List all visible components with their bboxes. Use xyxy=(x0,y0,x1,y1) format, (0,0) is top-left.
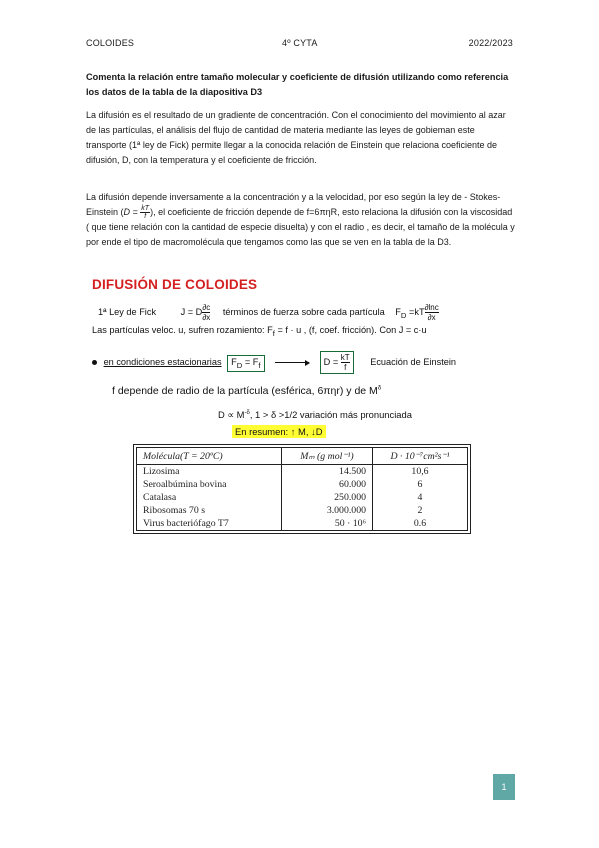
molecule-table xyxy=(136,447,468,531)
formula-numerator: kT xyxy=(141,205,150,213)
fick-den: ∂x xyxy=(202,313,211,322)
bullet-icon xyxy=(92,360,97,365)
fick-label: 1ª Ley de Fick xyxy=(98,306,157,317)
stationary-text: en condiciones estacionarias xyxy=(103,356,222,367)
formula-denominator: f xyxy=(144,213,147,221)
paragraph2-text-b: ), el coeficiente de fricción depende de f=6πηR, esto relaciona la difusión con la viscosidad ( que tiene relación con la cantidad de especie disuelta) y con el radio , es decir, el tamaño de la molécula y por ende el tipo de macromolécula que tengamos como las que se ven en la tabla de la D3. xyxy=(86,207,515,248)
fd-den: ∂x xyxy=(427,313,436,322)
formula-lhs: D = xyxy=(123,207,141,217)
arrow-right-icon xyxy=(275,362,309,363)
header-group: 4º CYTA xyxy=(282,38,318,48)
summary-line xyxy=(232,426,326,437)
table-row: Lizosima 14.500 10,6 xyxy=(143,466,429,477)
header-year: 2022/2023 xyxy=(468,38,513,48)
einstein-label: Ecuación de Einstein xyxy=(370,356,457,367)
fick-lhs: J = D xyxy=(180,306,203,317)
particles-line xyxy=(92,325,427,338)
col-molar-mass: Mₘ (g mol⁻¹) xyxy=(282,448,373,465)
fd-lhs: F xyxy=(395,306,401,317)
paragraph-stokes-einstein xyxy=(86,190,516,250)
fd-num: ∂lnc xyxy=(424,303,439,312)
formula-fraction xyxy=(140,205,150,220)
paragraph-diffusion: La difusión es el resultado de un gradiente de concentración. Con el conocimiento del movimiento al azar de las partículas, el análisis del flujo de cantidad de materia mediante las leyes de gobieman este transporte (1ª ley de Fick) permite llegar a la conocida relación de Einstein que relaciona coeficiente de difusión, D, con la temperatura y el coeficiente de fricción. xyxy=(86,110,506,165)
table-row: Virus bacteriófago T7 50 · 10⁶ 0.6 xyxy=(143,518,427,529)
col-molecule: Molécula(T = 20ºC) xyxy=(137,448,282,465)
proportionality-line: $D \propto M^{-\delta}$, 1 > δ >1/2 variación más pronunciada xyxy=(218,409,412,420)
table-row: Catalasa 250.000 4 xyxy=(143,492,423,503)
equilibrium-box: $F_D = F_f$ xyxy=(227,355,264,372)
col-diffusion: D · 10⁻⁷cm²s⁻¹ xyxy=(373,448,468,465)
paragraph2-text-a: La difusión depende inversamente a la concentración y a la velocidad, por eso según la ley de - Stokes-Einstein ( xyxy=(86,192,501,217)
friction-sub: f xyxy=(272,328,275,338)
fick-num: ∂c xyxy=(202,303,211,312)
summary-highlight: En resumen: ↑ M, ↓D xyxy=(232,425,326,438)
table-header-row xyxy=(137,448,468,465)
force-text: términos de fuerza sobre cada partícula xyxy=(222,306,385,317)
fick-law-line xyxy=(98,303,439,322)
stationary-line xyxy=(92,351,456,374)
question-heading: Comenta la relación entre tamaño molecular y coeficiente de difusión utilizando como referencia los datos de la tabla de la diapositiva D3 xyxy=(86,72,509,97)
table-row: Seroalbúmina bovina 60.000 6 xyxy=(143,479,423,490)
fd-rhs: =kT xyxy=(406,306,425,317)
slide-title: DIFUSIÓN DE COLOIDES xyxy=(92,277,258,292)
particles-text: Las partículas veloc. u, sufren rozamiento: F xyxy=(92,325,273,335)
table-row: Ribosomas 70 s 3.000.000 2 xyxy=(143,505,423,516)
header-course: COLOIDES xyxy=(86,38,135,48)
slide-image xyxy=(84,273,514,555)
friction-rest: = f · u , (f, coef. fricción). Con J = c·u xyxy=(274,325,427,335)
fick-fraction xyxy=(202,303,210,322)
fd-fraction xyxy=(425,303,439,322)
einstein-box: D = $\frac{kT}{f}$ xyxy=(320,351,354,374)
page-number-badge: 1 xyxy=(493,774,515,800)
fd-sub: D xyxy=(400,310,407,320)
radius-line: f depende de radio de la partícula (esférica, 6πηr) y de $M^\delta$ xyxy=(112,385,382,397)
